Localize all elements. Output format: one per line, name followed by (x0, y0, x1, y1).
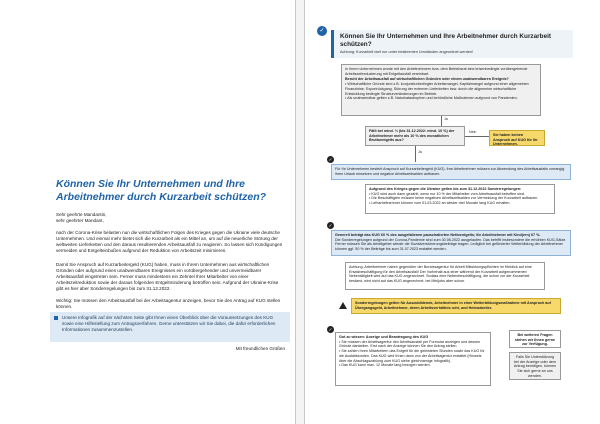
support-box: Falls Sie Unterstützung bei der Anzeige oder dem Antrag benötigen, können Sie sich gerne an uns wenden. (509, 352, 561, 380)
q1c-text: • Wirtschaftliche Gründe sind z.B. konjunkturbedingter Arbeitsmangel, Kapitalmangel aufgrund einer allgemeinen Finanzkrise, Exportrückgang, Störung der externen Lieferketten bzw. durch die allgemeine wirtschaftliche Entwicklung bedingte Strukturveränderungen im Betrieb. (345, 82, 529, 96)
procedure-head: Gut zu wissen: Anzeige und Beantragung des KUG (339, 335, 429, 339)
ja-label-2: Ja (418, 150, 422, 154)
ukraine-box (365, 184, 555, 214)
further-questions-box: Bei weiteren Fragen stehen wir Ihnen gerne zur Verfügung. (509, 330, 561, 348)
q1b-text: Beruht der Arbeitsausfall auf wirtschaftlichen Gründen oder einem unabwendbaren Ereignis? (345, 77, 509, 82)
ja-label-1: Ja (444, 117, 448, 121)
closing: Mit freundlichen Grüßen (235, 346, 285, 351)
right-page-title: Können Sie Ihr Unternehmen und Ihre Arbeitnehmer durch Kurzarbeit schützen? (340, 33, 552, 48)
paragraph-1: nach der Corona-Krise belasten nun die wirtschaftlichen Folgen des Krieges gegen die Ukraine viele deutsche Unternehmen. Und einmal mehr bietet sich die Kurzarbeit als ein Mittel an, um auf die neuerliche Störung der weltweiten Lieferketten und den daraus resultierenden Arbeitsausfall zu reagieren. So lassen sich Kündigungen vermeiden und Entgelteinbußen aufgrund der Reduktion von Arbeitszeit minimieren. (56, 230, 283, 253)
check-icon: ✓ (328, 327, 333, 332)
right-page (304, 0, 600, 424)
q1d-text: • Als unabwendbar gelten z.B. Naturkatastrophen und behördliche Maßnahmen aufgrund von Pandemien. (345, 96, 518, 101)
info-box (50, 312, 290, 342)
procedure-2: • Sie zahlen Ihren Mitarbeitern das Entgelt für die geleisteten Stunden sowie das KUG für die Ausfallstunden. Das KUG wird Ihnen dann von der Arbeitsagentur erstattet (Hinweis über die Abschlagszahlung zum KUG siehe gleichnamige Infografik). (339, 349, 485, 363)
greeting-1: Sehr geehrte Mandantin, (56, 212, 107, 217)
ukraine-item-1: • KUG wird auch dann gezahlt, wenn nur 10 % der Mitarbeiter vom Arbeitsausfall betroffen sind. (369, 191, 525, 196)
procedure-box (335, 332, 491, 386)
procedure-1: • Sie müssen der Arbeitsagentur den Arbeitsausfall per Formular anzeigen und dessen Gründe darstellen. Erst nach der Anzeige können Sie den Antrag stellen. (339, 339, 481, 349)
paragraph-2: Damit Sie Anspruch auf Kurzarbeitergeld (KUG) haben, muss in Ihrem Unternehmen aus wirtschaftlichen Gründen oder aufgrund eines unabwendbaren Ereignisses ein vorübergehender und unvermeidbarer Arbeitsausfall eingetreten sein. Ferner muss mindestens ein Zehntel Ihrer Mitarbeiter von einer Arbeitszeitreduktion sowie der daraus folgenden Entgeltminderung betroffen sein. Aufgrund der Ukraine-Krise gibt es hier aber Sonderregelungen bis zum 31.12.2022. (56, 262, 279, 291)
claim-box: Für Ihr Unternehmen besteht Anspruch auf Kurzarbeitergeld (KUG). Ihre Arbeitnehmer müssen zur Abwendung des Arbeitsausfalls vorrangig ihren Urlaub einsetzen und negative Arbeitszeitsalden aufbauen. (331, 164, 571, 180)
ukraine-item-2: • Die Beschäftigten müssen keine negativen Arbeitszeitsalden zur Vermeidung der Kurzarbeit aufbauen. (369, 196, 539, 201)
no-claim-box: Sie haben keinen Anspruch auf KUG für Ihr Unternehmen. (489, 130, 545, 146)
left-page-title: Können Sie Ihr Unternehmen und Ihre Arbeitnehmer durch Kurzarbeit schützen? (56, 178, 267, 203)
rate-box (331, 230, 571, 256)
book-gutter (296, 0, 304, 424)
warning-icon (339, 302, 347, 309)
greeting-2: sehr geehrter Mandant, (56, 218, 104, 223)
check-icon: ✓ (328, 157, 333, 162)
question-box-1 (341, 64, 541, 116)
info-box-text: Unsere Infografik auf der nächsten Seite gibt Ihnen einen Überblick über die Voraussetzungen des KUG sowie eine Hilfestellung zum Antragsverfahren. Gerne unterstützen wir Sie dabei, die dafür erforderlichen Informationen zusammenzustellen. (62, 315, 276, 332)
procedure-3: • Das KUG kann max. 12 Monate lang bezogen werden. (339, 363, 431, 368)
paragraph-3: Wichtig: Sie müssen den Arbeitsausfall bei der Arbeitsagentur anzeigen, bevor Sie den Antrag auf KUG stellen können. (56, 298, 281, 309)
check-icon: ✓ (328, 223, 333, 228)
nein-label: Nein (469, 130, 477, 134)
question-box-2: Fällt bei mind. ⅓ (bis 31.12.2022: mind. 10 %) der Arbeitnehmer mehr als 10 % des monatlichen Bruttoentgelts aus? (365, 126, 465, 146)
ukraine-item-3: • Leiharbeitnehmer können vom 01.03.2022 an wieder drei Monate lang KUG erhalten. (369, 201, 511, 206)
left-page (0, 0, 296, 424)
rate-head: Generell beträgt das KUG 60 % des ausgefallenen pauschalierten Nettoentgelts; für Arbeitnehmer mit Kind(ern) 67 %. (335, 233, 541, 237)
rate-text: Die Sonderregelungen aufgrund der Corona-Pandemie sind zum 30.06.2022 ausgelaufen. Das betrifft insbesondere die erhöhten KUG-Sätze. Ferner müssen Sie als Arbeitgeber wieder die Sozialversicherungsbeiträge tragen. Lediglich bei geförderter Weiterbildung der Arbeitnehmer können ggf. 50 % der Beiträge bis zum 31.07.2023 erstattet werden. (335, 237, 567, 252)
info-bullet-icon (54, 316, 58, 320)
q1-text: In Ihrem Unternehmen wurde mit den Arbeitnehmern bzw. dem Betriebsrat eine krisenbedingte vorübergehende Arbeitszeitreduzierung mit Entgeltausfall vereinbart. (345, 67, 528, 76)
ukraine-head: Aufgrund des Krieges gegen die Ukraine gelten bis zum 31.12.2022 Sonderregelungen: (369, 187, 522, 191)
kurzarbeit-icon: ✓ (317, 26, 327, 36)
special-rules-box: Sonderregelungen gelten für Auszubildende, Arbeitnehmer in einer Weiterbildungsmaßnahme mit Anspruch auf Übergangsgeld, Arbeitnehmer, deren Arbeitsverhältnis ruht, und Heimarbeiter. (351, 298, 561, 314)
connector (465, 136, 489, 137)
right-page-header (331, 30, 573, 58)
right-page-subtitle: Achtung: Kurzarbeit darf nur unter bestimmten Umständen angeordnet werden! (340, 50, 474, 54)
connector (415, 146, 416, 162)
warning-box: Achtung: Arbeitnehmer haben gegenüber der Bundesagentur für Arbeit Mitwirkungspflichten im Hinblick auf eine Ersatzbeschäftigung für den Arbeitsausfall! Der Vorbehalt aus einer während der Kurzarbeit aufgenommenen Nebentätigkeit wird auf das KUG angerechnet. Sodass eine Nebenbeschäftigung, die schon vor der Kurzarbeit bestand, wird nicht auf das KUG angerechnet, bei Minijobs aber schon. (345, 262, 545, 290)
connector (441, 116, 442, 126)
